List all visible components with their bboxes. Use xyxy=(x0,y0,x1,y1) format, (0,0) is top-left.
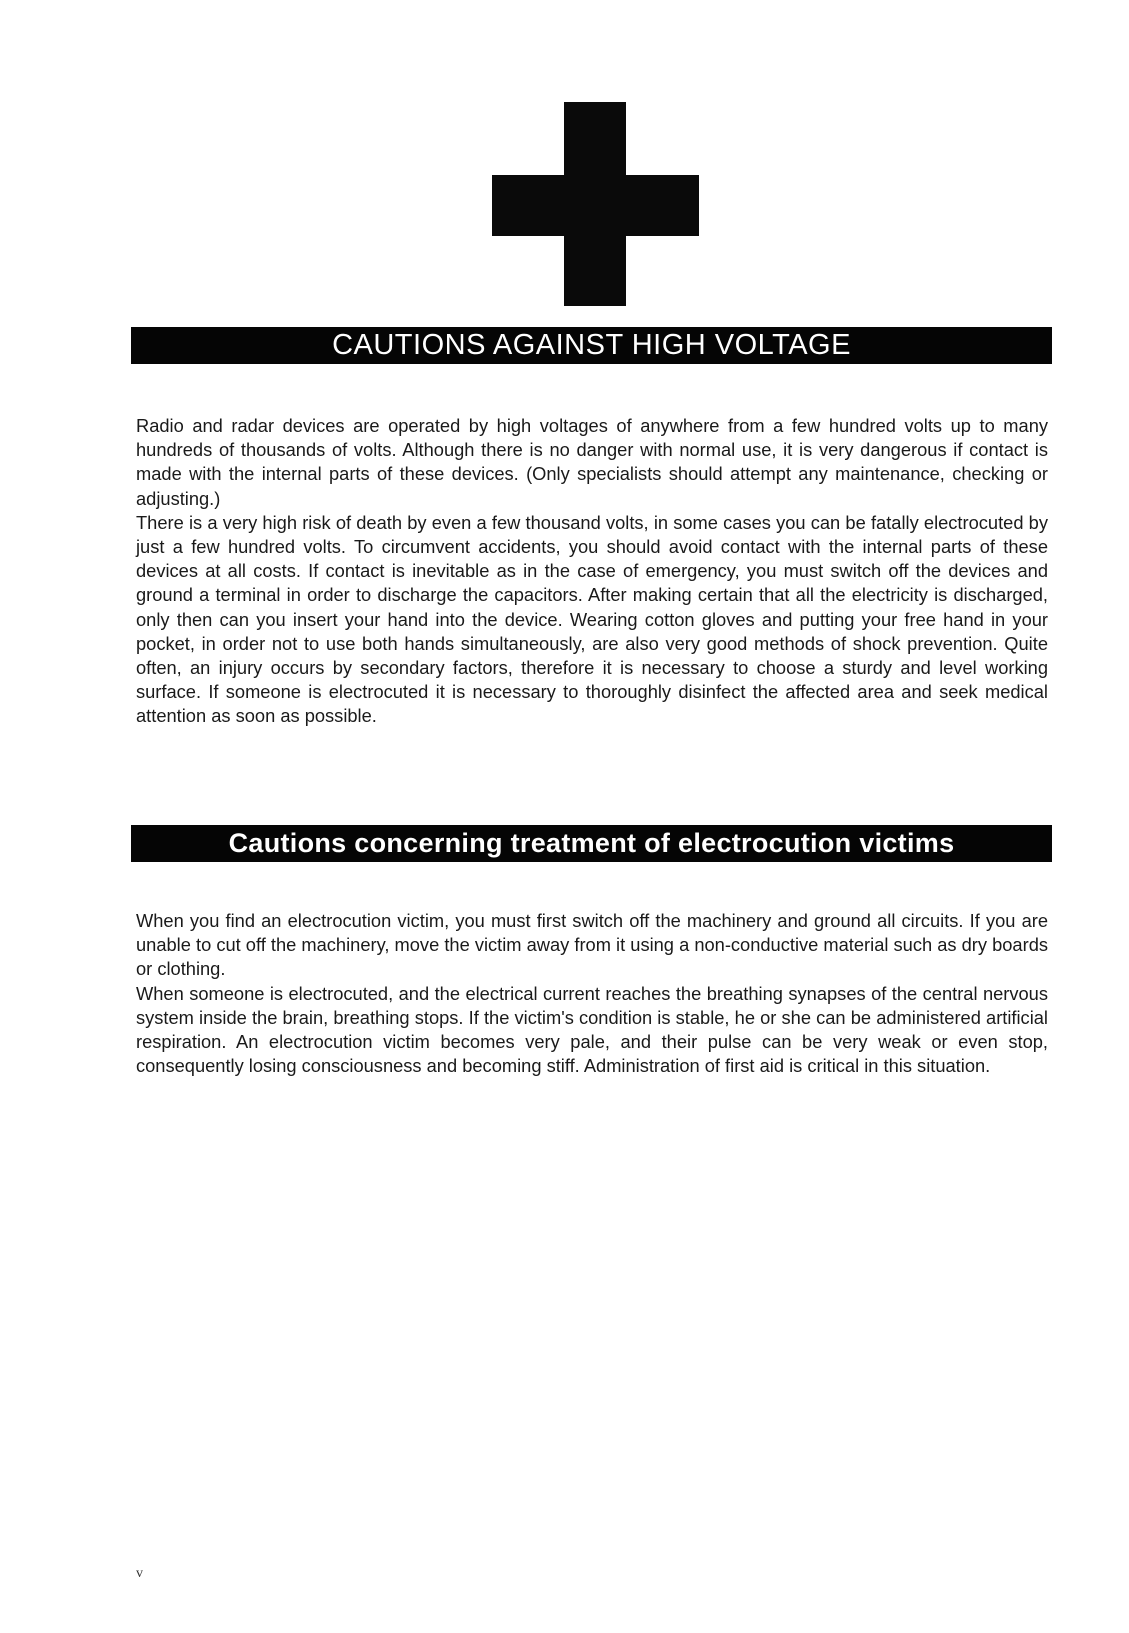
paragraph: Radio and radar devices are operated by high voltages of anywhere from a few hundred volts up to many hundreds of thousands of volts. Although there is no danger with normal use, it is very dangerous if contact is made with the internal parts of these devices. (Only specialists should attempt any maintenance, checking or adjusting.) xyxy=(136,415,1048,509)
paragraph: When someone is electrocuted, and the electrical current reaches the breathing synapses of the central nervous system inside the brain, breathing stops. If the victim's condition is stable, he or she can be administered artificial respiration. An electrocution victim becomes very pale, and their pulse can be very weak or even stop, consequently losing consciousness and becoming stiff. Administration of first aid is critical in this situation. xyxy=(136,982,1048,1077)
section-body-electrocution-victims xyxy=(136,909,1048,1078)
section-body-high-voltage xyxy=(136,414,1048,729)
cross-horizontal-bar xyxy=(492,175,699,236)
cross-icon xyxy=(492,102,699,306)
section-heading-high-voltage: CAUTIONS AGAINST HIGH VOLTAGE xyxy=(131,327,1052,364)
paragraph: When you find an electrocution victim, you must first switch off the machinery and ground all circuits. If you are unable to cut off the machinery, move the victim away from it using a non-conductive material such as dry boards or clothing. xyxy=(136,910,1048,980)
section-heading-electrocution-victims: Cautions concerning treatment of electrocution victims xyxy=(131,825,1052,862)
page-number: v xyxy=(136,1566,143,1581)
paragraph: There is a very high risk of death by even a few thousand volts, in some cases you can be fatally electrocuted by just a few hundred volts. To circumvent accidents, you should avoid contact with the internal parts of these devices at all costs. If contact is inevitable as in the case of emergency, you must switch off the devices and ground a terminal in order to discharge the capacitors. After making certain that all the electricity is discharged, only then can you insert your hand into the device. Wearing cotton gloves and putting your free hand in your pocket, in order not to use both hands simultaneously, are also very good methods of shock prevention. Quite often, an injury occurs by secondary factors, therefore it is necessary to choose a sturdy and level working surface. If someone is electrocuted it is necessary to thoroughly disinfect the affected area and seek medical attention as soon as possible. xyxy=(136,511,1048,727)
